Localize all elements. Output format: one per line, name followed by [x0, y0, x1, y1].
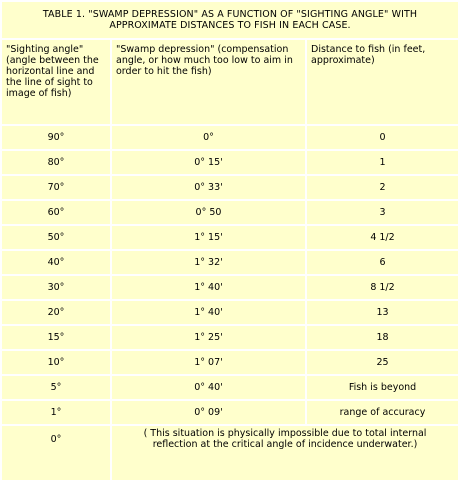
cell-distance: 2 [307, 176, 458, 199]
cell-distance: 6 [307, 251, 458, 274]
cell-distance: 1 [307, 151, 458, 174]
cell-swamp-depression: 1° 32' [112, 251, 305, 274]
cell-sighting-angle: 70° [2, 176, 110, 199]
table-row [2, 226, 458, 249]
cell-physical-note: ( This situation is physically impossible due to total internal reflection at the critical angle of incidence underwater.) [112, 426, 458, 480]
cell-swamp-depression: 1° 40' [112, 276, 305, 299]
cell-sighting-angle: 10° [2, 351, 110, 374]
cell-sighting-angle: 80° [2, 151, 110, 174]
cell-sighting-angle: 5° [2, 376, 110, 399]
cell-swamp-depression: 0° 40' [112, 376, 305, 399]
header-sighting-angle [2, 40, 110, 124]
cell-distance: 13 [307, 301, 458, 324]
caption-row [2, 2, 458, 38]
cell-sighting-angle: 90° [2, 126, 110, 149]
header-distance [307, 40, 458, 124]
cell-swamp-depression: 1° 07' [112, 351, 305, 374]
table-row [2, 126, 458, 149]
cell-sighting-angle: 40° [2, 251, 110, 274]
cell-swamp-depression: 0° 33' [112, 176, 305, 199]
cell-swamp-depression: 0° [112, 126, 305, 149]
caption-line-1: TABLE 1. "SWAMP DEPRESSION" AS A FUNCTION OF "SIGHTING ANGLE" WITH [42, 9, 418, 20]
cell-sighting-angle: 0° [2, 426, 110, 480]
cell-sighting-angle: 20° [2, 301, 110, 324]
cell-distance: 4 1/2 [307, 226, 458, 249]
table-row [2, 376, 458, 399]
cell-distance: 25 [307, 351, 458, 374]
cell-swamp-depression: 1° 25' [112, 326, 305, 349]
cell-swamp-depression: 0° 09' [112, 401, 305, 424]
table-row [2, 351, 458, 374]
table-row [2, 176, 458, 199]
table-row [2, 326, 458, 349]
table-caption [2, 2, 458, 38]
table-body [2, 2, 458, 480]
cell-swamp-depression: 0° 15' [112, 151, 305, 174]
cell-distance: 8 1/2 [307, 276, 458, 299]
header-swamp-depression-text: "Swamp depression" (compensation angle, or how much too low to aim in order to hit the fish) [116, 44, 293, 77]
table-row [2, 401, 458, 424]
cell-sighting-angle: 50° [2, 226, 110, 249]
cell-distance: 0 [307, 126, 458, 149]
table-row [2, 251, 458, 274]
cell-distance: 3 [307, 201, 458, 224]
cell-sighting-angle: 60° [2, 201, 110, 224]
cell-sighting-angle: 30° [2, 276, 110, 299]
cell-distance: 18 [307, 326, 458, 349]
cell-swamp-depression: 1° 15' [112, 226, 305, 249]
header-row [2, 40, 458, 124]
cell-swamp-depression: 1° 40' [112, 301, 305, 324]
header-distance-text: Distance to fish (in feet, approximate) [311, 44, 426, 66]
cell-sighting-angle: 1° [2, 401, 110, 424]
table-row [2, 201, 458, 224]
table-row-note [2, 426, 458, 480]
caption-line-2: APPROXIMATE DISTANCES TO FISH IN EACH CASE. [109, 20, 351, 31]
header-swamp-depression [112, 40, 305, 124]
table-row [2, 276, 458, 299]
table-row [2, 151, 458, 174]
cell-distance: Fish is beyond [307, 376, 458, 399]
table-row [2, 301, 458, 324]
cell-sighting-angle: 15° [2, 326, 110, 349]
cell-swamp-depression: 0° 50 [112, 201, 305, 224]
header-sighting-angle-text: "Sighting angle" (angle between the horizontal line and the line of sight to image of fish) [6, 44, 99, 99]
cell-distance: range of accuracy [307, 401, 458, 424]
